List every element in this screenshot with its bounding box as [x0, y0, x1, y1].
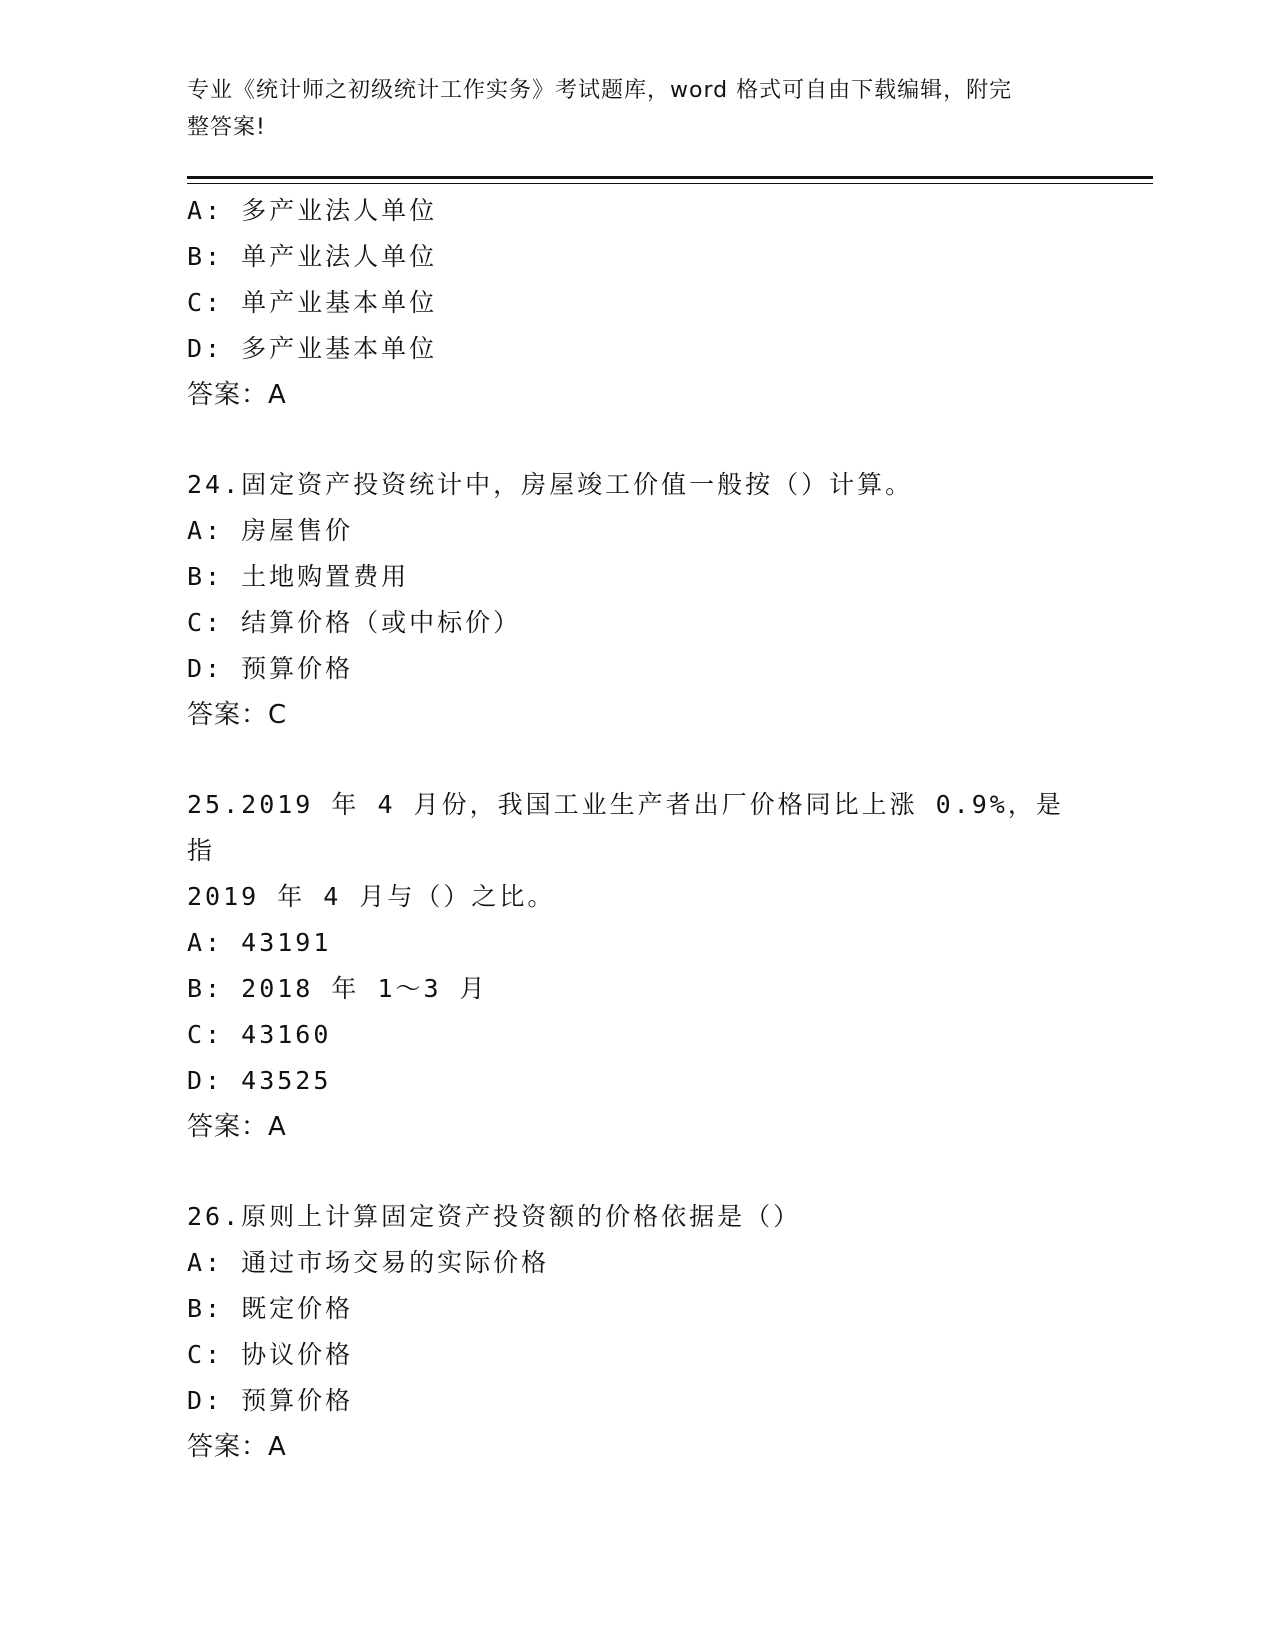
- option-d: D: 多产业基本单位: [187, 334, 438, 363]
- option-a: A: 通过市场交易的实际价格: [187, 1248, 550, 1277]
- option-b: B: 2018 年 1～3 月: [187, 974, 488, 1003]
- question-stem: 26.原则上计算固定资产投资额的价格依据是（）: [187, 1202, 802, 1231]
- option-b: B: 土地购置费用: [187, 562, 410, 591]
- question-stem: 24.固定资产投资统计中，房屋竣工价值一般按（）计算。: [187, 470, 914, 499]
- answer-line: 答案：A: [187, 1432, 287, 1462]
- header-divider-thin: [187, 183, 1153, 184]
- option-a: A: 房屋售价: [187, 516, 354, 545]
- header-line-2: 整答案!: [187, 115, 266, 140]
- header-divider-thick: [187, 176, 1153, 179]
- option-d: D: 预算价格: [187, 1386, 354, 1415]
- document-header: [187, 72, 1067, 146]
- question-25: [187, 782, 1087, 1150]
- question-list: [187, 188, 1087, 1470]
- answer-line: 答案：A: [187, 1112, 287, 1142]
- header-line-1: 专业《统计师之初级统计工作实务》考试题库，word 格式可自由下载编辑，附完: [187, 78, 1013, 103]
- option-c: C: 协议价格: [187, 1340, 354, 1369]
- question-24: [187, 462, 1087, 738]
- option-c: C: 43160: [187, 1020, 332, 1049]
- option-b: B: 单产业法人单位: [187, 242, 438, 271]
- option-b: B: 既定价格: [187, 1294, 354, 1323]
- option-a: A: 43191: [187, 928, 332, 957]
- question-26: [187, 1194, 1087, 1470]
- question-stem-line-2: 2019 年 4 月与（）之比。: [187, 882, 556, 911]
- answer-line: 答案：A: [187, 380, 287, 410]
- question-stem-line-1: 25.2019 年 4 月份，我国工业生产者出厂价格同比上涨 0.9%，是指: [187, 790, 1064, 865]
- option-c: C: 结算价格（或中标价）: [187, 608, 522, 637]
- option-c: C: 单产业基本单位: [187, 288, 438, 317]
- option-a: A: 多产业法人单位: [187, 196, 438, 225]
- option-d: D: 预算价格: [187, 654, 354, 683]
- option-d: D: 43525: [187, 1066, 332, 1095]
- question-23-continued: [187, 188, 1087, 418]
- answer-line: 答案：C: [187, 700, 288, 730]
